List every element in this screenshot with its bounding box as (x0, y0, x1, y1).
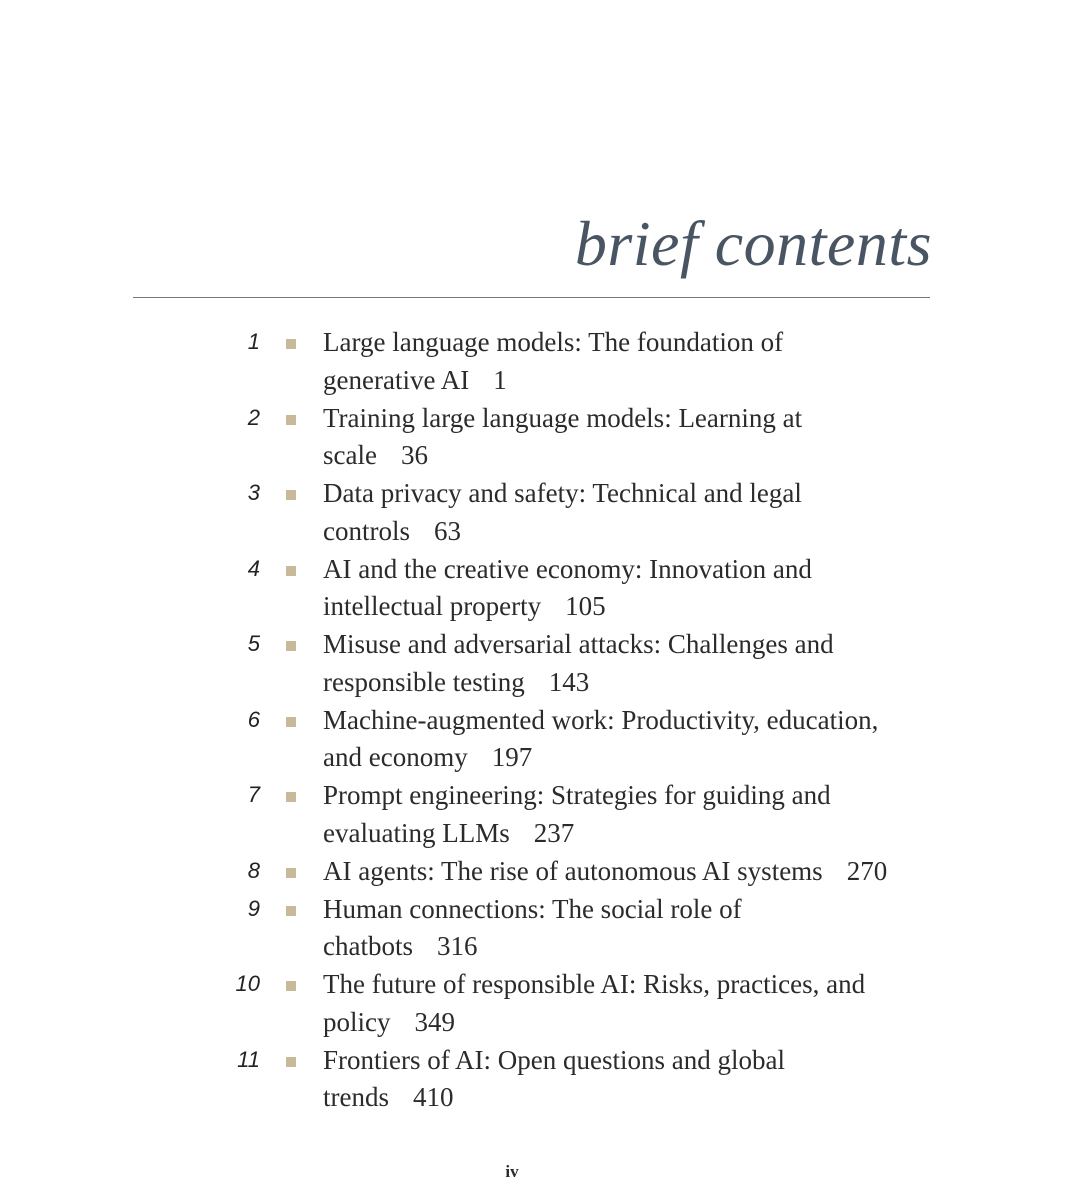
toc-entry-9[interactable] (0, 891, 1080, 967)
chapter-number: 3 (247, 480, 260, 505)
page-number: 197 (491, 742, 533, 773)
bullet-icon (286, 1057, 296, 1067)
page-number: 105 (565, 591, 606, 622)
toc-entry-7[interactable] (0, 777, 1080, 853)
page-number: 1 (493, 364, 507, 395)
chapter-title-line-2: responsible testing (323, 666, 525, 697)
chapter-title (323, 400, 943, 475)
toc-entry-4[interactable] (0, 551, 1080, 627)
chapter-title-line-1: The future of responsible AI: Risks, practices, and (323, 969, 866, 999)
toc-entry-3[interactable] (0, 475, 1080, 551)
chapter-title-line-2: trends (323, 1082, 389, 1113)
toc-entry-10[interactable] (0, 966, 1080, 1042)
chapter-number: 6 (247, 706, 260, 732)
bullet-icon (286, 792, 296, 802)
chapter-title-line-1: Data privacy and safety: Technical and legal (323, 478, 802, 508)
page-number: 270 (846, 855, 888, 886)
toc-entry-5[interactable] (0, 626, 1080, 702)
title-divider (133, 297, 930, 298)
chapter-title (323, 853, 943, 891)
chapter-number: 7 (247, 782, 260, 807)
bullet-icon (286, 868, 296, 878)
chapter-number: 10 (235, 971, 260, 996)
chapter-number: 8 (247, 857, 260, 883)
chapter-title (323, 475, 943, 550)
chapter-title (323, 1042, 943, 1117)
chapter-number: 2 (247, 404, 260, 430)
bullet-icon (286, 415, 296, 425)
chapter-number: 9 (247, 895, 260, 921)
bullet-icon (286, 981, 296, 991)
folio-page-number: iv (505, 1162, 519, 1181)
chapter-title-line-2: chatbots (323, 931, 413, 962)
toc-entry-1[interactable] (0, 324, 1080, 400)
chapter-title (323, 626, 943, 701)
chapter-title-line-1: AI agents: The rise of autonomous AI systems (323, 855, 823, 886)
table-of-contents (0, 324, 1080, 1117)
chapter-title (323, 891, 943, 966)
toc-entry-6[interactable] (0, 702, 1080, 778)
chapter-number: 4 (247, 555, 260, 581)
chapter-title (323, 777, 943, 852)
chapter-title-line-1: Human connections: The social role of (323, 893, 742, 924)
chapter-title-line-1: AI and the creative economy: Innovation and (323, 553, 812, 584)
chapter-title-line-2: and economy (323, 742, 468, 773)
chapter-title-line-1: Prompt engineering: Strategies for guiding and (323, 780, 831, 810)
bullet-icon (286, 717, 296, 727)
chapter-title (323, 702, 943, 777)
chapter-number: 11 (237, 1046, 260, 1072)
bullet-icon (286, 490, 296, 500)
chapter-title-line-2: evaluating LLMs (323, 817, 510, 848)
chapter-title-line-1: Large language models: The foundation of (323, 327, 784, 357)
page-number: 63 (434, 515, 461, 546)
chapter-title-line-2: policy (323, 1006, 391, 1037)
page-number: 349 (414, 1006, 455, 1037)
bullet-icon (286, 339, 296, 349)
chapter-title-line-1: Frontiers of AI: Open questions and global (323, 1044, 785, 1075)
toc-entry-11[interactable] (0, 1042, 1080, 1118)
page-number: 36 (400, 440, 428, 471)
chapter-title (323, 966, 943, 1041)
bullet-icon (286, 566, 296, 576)
chapter-title-line-1: Misuse and adversarial attacks: Challenges and (323, 629, 834, 659)
page-title: brief contents (574, 208, 932, 279)
chapter-title (323, 324, 943, 399)
page-number: 143 (548, 666, 590, 697)
chapter-number: 1 (247, 329, 260, 354)
chapter-title-line-1: Training large language models: Learning at (323, 402, 803, 433)
toc-entry-2[interactable] (0, 400, 1080, 476)
chapter-title-line-2: scale (323, 440, 377, 471)
chapter-title-line-2: intellectual property (323, 591, 542, 622)
page-number: 237 (533, 817, 575, 848)
chapter-number: 5 (247, 631, 260, 656)
bullet-icon (286, 906, 296, 916)
page-number: 316 (436, 931, 478, 962)
page-number: 410 (412, 1082, 454, 1113)
chapter-title-line-2: controls (323, 515, 410, 546)
toc-entry-8[interactable] (0, 853, 1080, 891)
bullet-icon (286, 641, 296, 651)
chapter-title-line-1: Machine-augmented work: Productivity, education, (323, 704, 879, 735)
chapter-title (323, 551, 943, 626)
chapter-title-line-2: generative AI (323, 364, 470, 395)
